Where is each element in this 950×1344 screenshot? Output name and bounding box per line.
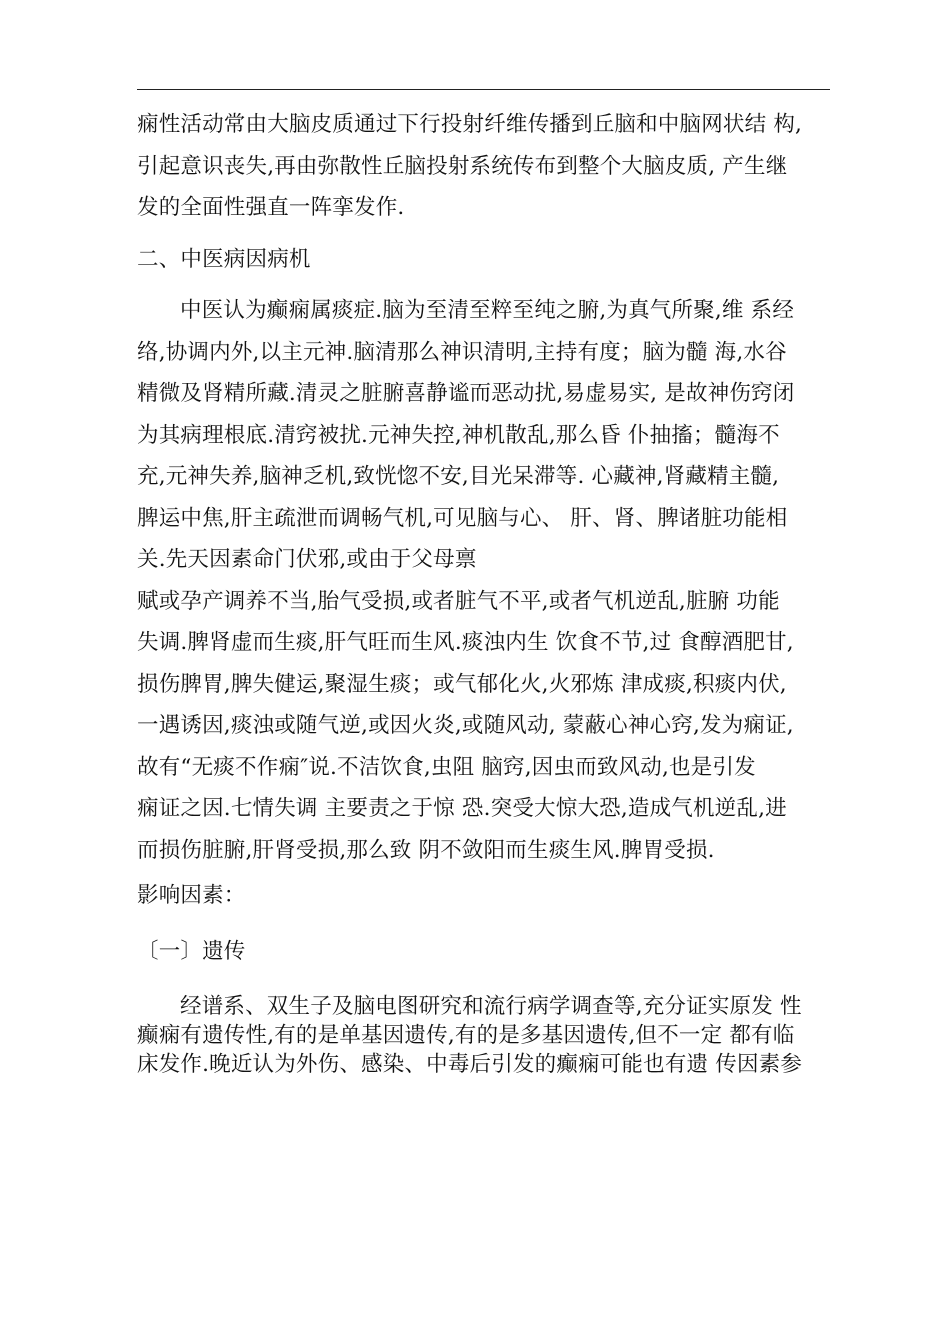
text-line: 癫痫有遗传性,有的是单基因遗传,有的是多基因遗传,但不一定 都有临 (137, 1023, 795, 1048)
subsection-heading-heredity: 〔一〕遗传 (137, 938, 246, 964)
text-line: 赋或孕产调养不当,胎气受损,或者脏气不平,或者气机逆乱,脏腑 功能 (137, 588, 780, 614)
text-line: 痫性活动常由大脑皮质通过下行投射纤维传播到丘脑和中脑网状结 构, (137, 112, 803, 137)
section-heading-influencing-factors: 影响因素： (137, 883, 246, 908)
paragraph-tcm-theory (137, 290, 837, 581)
paragraph-heredity (137, 992, 837, 1079)
text-line: 络,协调内外,以主元神.脑清那么神识清明,主持有度；脑为髓 海,水谷 (137, 339, 787, 365)
header-rule (137, 89, 830, 90)
text-line: 故有“无痰不作痫″说.不洁饮食,虫阻 脑窍,因虫而致风动,也是引发 (137, 754, 756, 780)
text-line: 关.先天因素命门伏邪,或由于父母禀 (137, 547, 477, 572)
text-line: 痫证之因.七情失调 主要责之于惊 恐.突受大惊大恐,造成气机逆乱,进 (137, 796, 787, 821)
text-line: 为其病理根底.清窍被扰.元神失控,神机散乱,那么昏 仆抽搐；髓海不 (137, 422, 780, 448)
paragraph-tcm-causes (137, 581, 837, 872)
text-line: 充,元神失养,脑神乏机,致恍惚不安,目光呆滞等. 心藏神,肾藏精主髓, (137, 464, 780, 489)
text-line: 床发作.晚近认为外伤、感染、中毒后引发的癫痫可能也有遗 传因素参 (137, 1052, 803, 1077)
text-line: 一遇诱因,痰浊或随气逆,或因火炎,或随风动, 蒙蔽心神心窍,发为痫证, (137, 713, 794, 738)
text-line: 经谱系、双生子及脑电图研究和流行病学调查等,充分证实原发 性 (180, 994, 802, 1019)
text-line: 中医认为癫痫属痰症.脑为至清至粹至纯之腑,为真气所聚,维 系经 (180, 298, 795, 323)
text-line: 失调.脾肾虚而生痰,肝气旺而生风.痰浊内生 饮食不节,过 食醇酒肥甘, (137, 630, 794, 655)
text-line: 引起意识丧失,再由弥散性丘脑投射系统传布到整个大脑皮质, 产生继 (137, 153, 788, 179)
text-line: 脾运中焦,肝主疏泄而调畅气机,可见脑与心、 肝、肾、脾诸脏功能相 (137, 505, 788, 531)
text-line: 发的全面性强直一阵挛发作. (137, 195, 405, 220)
section-heading-tcm-etiology: 二、中医病因病机 (137, 246, 311, 272)
text-line: 精微及肾精所藏.清灵之脏腑喜静谧而恶动扰,易虚易实, 是故神伤窍闭 (137, 381, 795, 406)
paragraph-pathophysiology (137, 104, 837, 229)
text-line: 损伤脾胃,脾失健运,聚湿生痰；或气郁化火,火邪炼 津成痰,积痰内伏, (137, 671, 787, 697)
text-line: 而损伤脏腑,肝肾受损,那么致 阴不敛阳而生痰生风.脾胃受损. (137, 837, 715, 863)
document-body (137, 104, 837, 1079)
